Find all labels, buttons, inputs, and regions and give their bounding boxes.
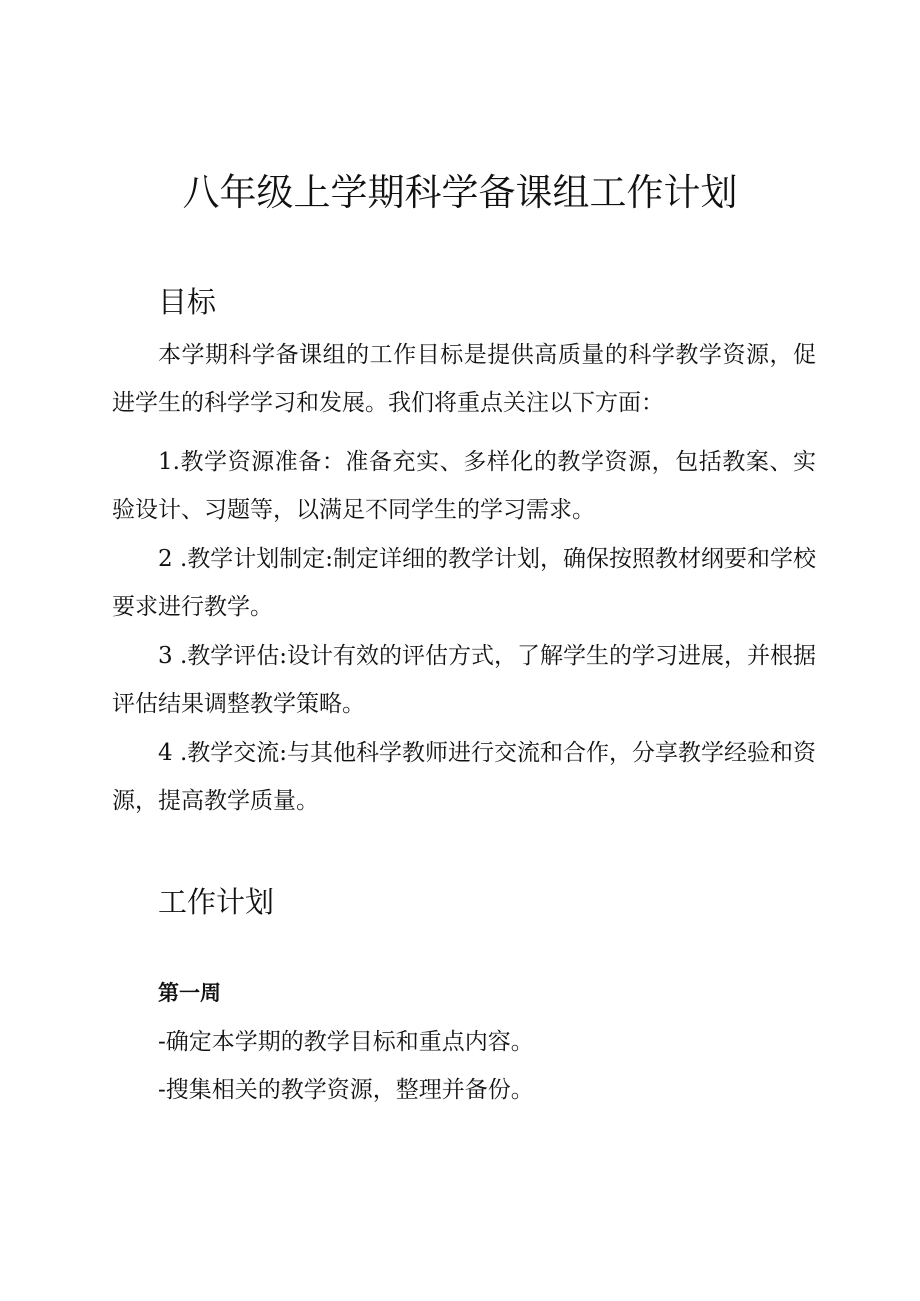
section-heading-goal: 目标: [158, 285, 217, 319]
goal-item-3: 3 .教学评估:设计有效的评估方式，了解学生的学习进展，并根据评估结果调整教学策略。: [112, 643, 817, 717]
section-heading-work-plan: 工作计划: [158, 885, 275, 919]
week-task-item: -确定本学期的教学目标和重点内容。: [158, 1029, 534, 1055]
goal-intro-paragraph: 本学期科学备课组的工作目标是提供高质量的科学教学资源，促进学生的科学学习和发展。我们将重点关注以下方面：: [112, 342, 816, 416]
week-heading: 第一周: [158, 981, 221, 1005]
goal-item-4: 4 .教学交流:与其他科学教师进行交流和合作，分享教学经验和资源，提高教学质量。: [112, 740, 817, 814]
week-task-item: -搜集相关的教学资源，整理并备份。: [158, 1077, 534, 1103]
goal-item-2: 2 .教学计划制定:制定详细的教学计划，确保按照教材纲要和学校要求进行教学。: [112, 546, 817, 620]
document-title: 八年级上学期科学备课组工作计划: [182, 171, 738, 214]
goal-item-1: 1.教学资源准备：准备充实、多样化的教学资源，包括教案、实验设计、习题等，以满足不同学生的学习需求。: [112, 449, 816, 523]
